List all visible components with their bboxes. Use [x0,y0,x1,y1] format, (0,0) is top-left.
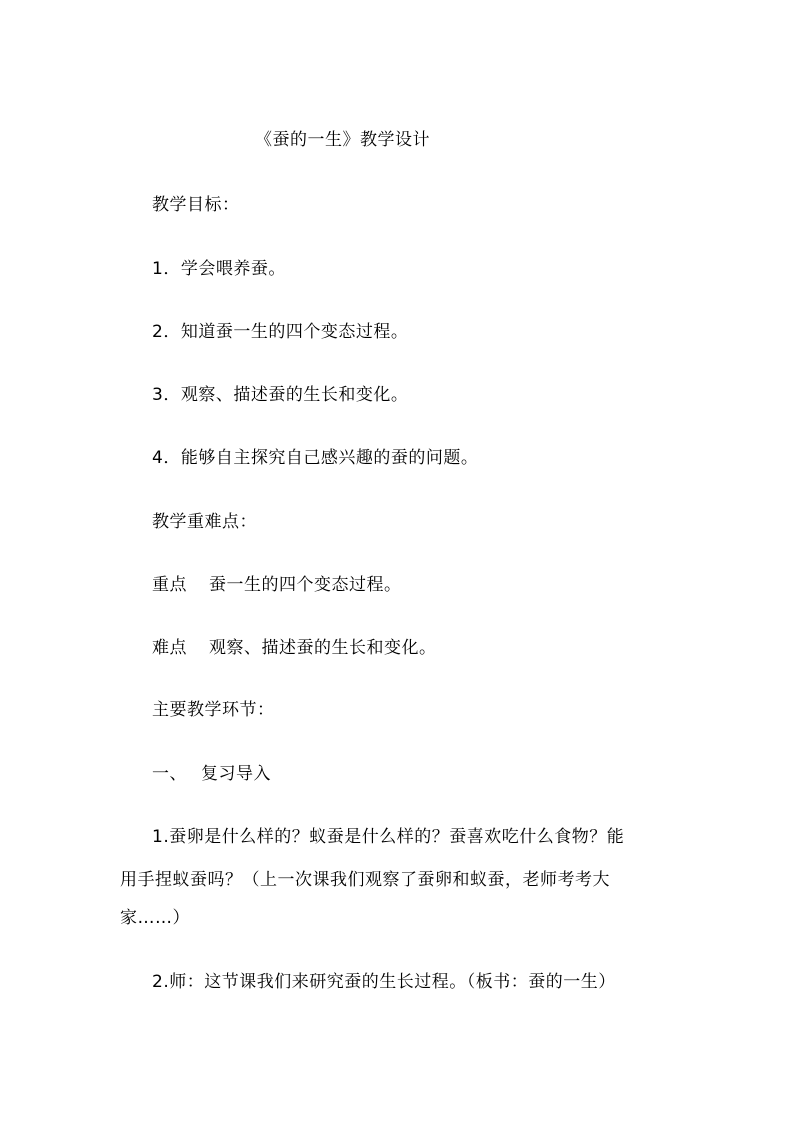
difficult-point-label: 难点 [152,638,187,658]
document-title: 《蚕的一生》教学设计 [255,130,430,150]
section-number: 一、 [152,764,187,784]
paragraph-1-line-2: 用手捏蚁蚕吗？（上一次课我们观察了蚕卵和蚁蚕，老师考考大 [120,870,610,890]
objectives-heading: 教学目标： [152,195,240,215]
objective-text: 知道蚕一生的四个变态过程。 [180,322,409,342]
paragraph-1-line-3: 家……） [120,908,190,928]
objective-number: 1． [152,259,181,279]
steps-heading: 主要教学环节： [152,700,275,720]
section-one-heading [152,763,271,785]
objective-item-4 [152,447,478,469]
key-point-text: 蚕一生的四个变态过程。 [209,575,402,595]
objective-number: 4． [152,448,181,468]
key-point-label: 重点 [152,575,187,595]
objective-number: 2． [152,322,181,342]
objective-item-2 [152,321,408,343]
key-point-line [152,574,402,596]
objective-item-3 [152,384,408,406]
objective-number: 3． [152,385,181,405]
objective-item-1 [152,258,286,280]
paragraph-1-line-1: 1.蚕卵是什么样的？蚁蚕是什么样的？蚕喜欢吃什么食物？能 [152,827,625,847]
paragraph-2: 2.师：这节课我们来研究蚕的生长过程。（板书：蚕的一生） [152,972,616,992]
key-difficult-heading: 教学重难点： [152,512,257,532]
section-title: 复习导入 [201,764,271,784]
objective-text: 能够自主探究自己感兴趣的蚕的问题。 [180,448,479,468]
difficult-point-line [152,637,437,659]
objective-text: 学会喂养蚕。 [180,259,286,279]
difficult-point-text: 观察、描述蚕的生长和变化。 [209,638,437,658]
objective-text: 观察、描述蚕的生长和变化。 [180,385,409,405]
